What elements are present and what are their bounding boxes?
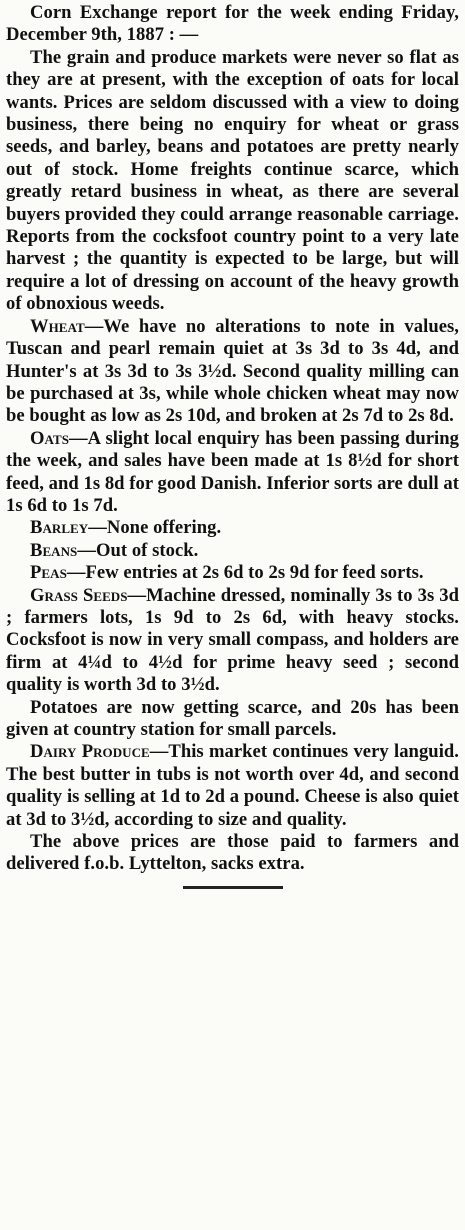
section-heading: Dairy Produce [30, 741, 150, 763]
paragraph-text: —None offering. [88, 517, 222, 539]
paragraph-text: —We have no alterations to note in values, Tuscan and pearl remain quiet at 3s 3d to 3s 4d, and Hunter's at 3s 3d to 3s 3½d. Second quality milling can be purchased at 3s, while whole chicken wheat may now be bought as low as 2s 10d, and broken at 2s 7d to 2s 8d. [6, 315, 459, 427]
market-overview-paragraph [6, 47, 459, 316]
grass-seeds-paragraph [6, 585, 459, 697]
paragraph-text: —Out of stock. [77, 539, 199, 561]
section-heading: Grass Seeds [30, 584, 128, 606]
section-heading: Oats [30, 427, 69, 449]
article-intro [6, 2, 459, 47]
section-heading: Barley [30, 517, 89, 539]
end-rule-wrap [6, 886, 459, 889]
paragraph-text: The above prices are those paid to farmers and delivered f.o.b. Lyttelton, sacks extra. [6, 831, 459, 875]
paragraph-text: —Machine dressed, nominally 3s to 3s 3d ; farmers lots, 1s 9d to 2s 6d, with heavy stocks. Cocksfoot is now in very small compass, and holders are firm at 4¼d to 4½d for prime heavy seed ; second quality is worth 3d to 3½d. [6, 584, 459, 696]
beans-paragraph [6, 540, 459, 562]
paragraph-text: Corn Exchange report for the week ending Friday, December 9th, 1887 : — [6, 2, 459, 46]
section-heading: Beans [30, 539, 78, 561]
end-of-article-rule [183, 886, 283, 889]
barley-paragraph [6, 517, 459, 539]
paragraph-text: The grain and produce markets were never so flat as they are at present, with the exception of oats for local wants. Prices are seldom discussed with a view to doing business, there being no enquiry for wheat or grass seeds, and barley, beans and potatoes are pretty nearly out of stock. Home freights continue scarce, which greatly retard business in wheat, as there are several buyers provided they could arrange reasonable carriage. Reports from the cocksfoot country point to a very late harvest ; the quantity is expected to be large, but will require a lot of dressing on account of the heavy growth of obnoxious weeds. [6, 46, 459, 315]
paragraph-text: —A slight local enquiry has been passing during the week, and sales have been made at 1s 8½d for short feed, and 1s 8d for good Danish. Inferior sorts are dull at 1s 6d to 1s 7d. [6, 427, 459, 516]
paragraph-text: Potatoes are now getting scarce, and 20s has been given at country station for small parcels. [6, 696, 459, 740]
paragraph-text: —This market continues very languid. The best butter in tubs is not worth over 4d, and second quality is selling at 1d to 2d a pound. Cheese is also quiet at 3d to 3½d, according to size and quality. [6, 741, 459, 830]
potatoes-paragraph [6, 697, 459, 742]
dairy-produce-paragraph [6, 741, 459, 831]
section-heading: Wheat [30, 315, 85, 337]
section-heading: Peas [30, 562, 67, 584]
closing-note-paragraph [6, 831, 459, 876]
wheat-paragraph [6, 316, 459, 428]
paragraph-text: —Few entries at 2s 6d to 2s 9d for feed sorts. [66, 562, 424, 584]
peas-paragraph [6, 562, 459, 584]
oats-paragraph [6, 428, 459, 518]
